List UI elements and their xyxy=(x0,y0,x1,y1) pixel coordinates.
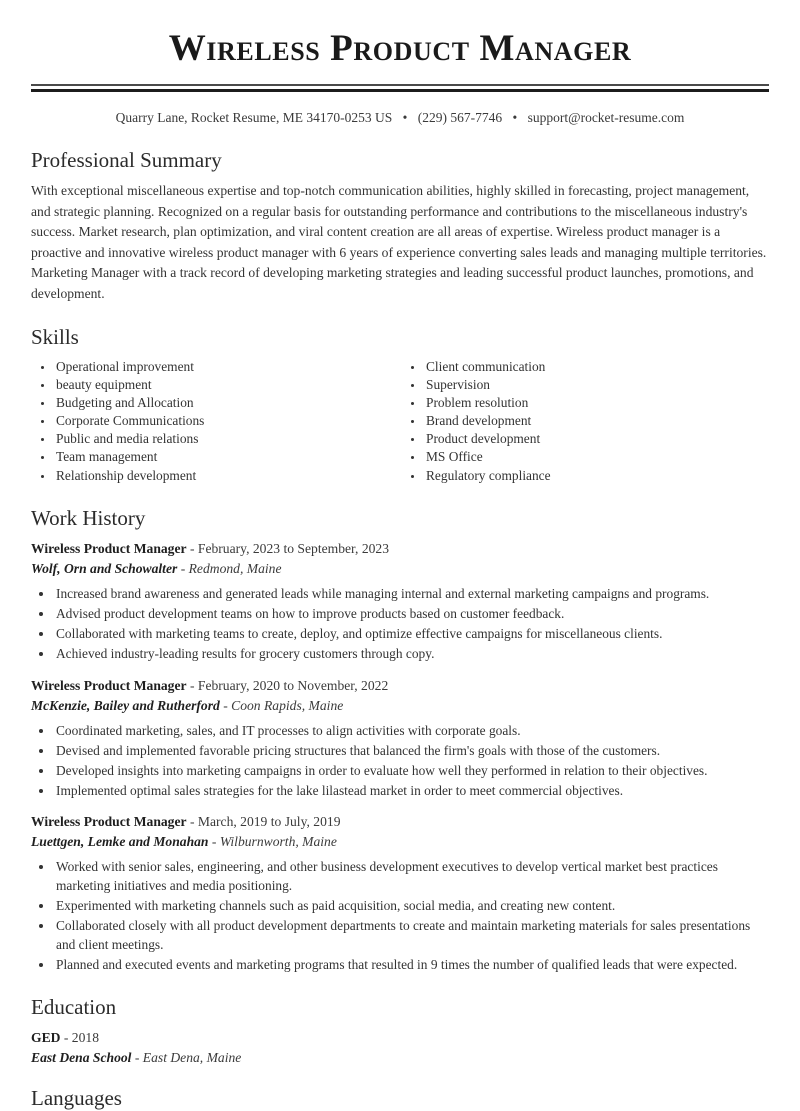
section-education xyxy=(30,994,770,1067)
separator-dash: - xyxy=(208,834,220,850)
education-list xyxy=(30,1028,770,1067)
work-history-list xyxy=(30,539,770,975)
job-title: Wireless Product Manager xyxy=(31,814,187,830)
separator-dash: - xyxy=(131,1050,143,1066)
job-header-line xyxy=(31,539,770,558)
list-item: • Advised product development teams on how to improve products based on customer feedback. xyxy=(54,605,770,624)
contact-separator-1: • xyxy=(402,110,408,125)
list-item: • Increased brand awareness and generated leads while managing internal and external marketing campaigns and programs. xyxy=(54,585,770,604)
separator-dash: - xyxy=(177,560,189,576)
work-history-entry xyxy=(30,539,770,664)
list-item: • Developed insights into marketing campaigns in order to evaluate how well they performed in relation to their objectives. xyxy=(54,762,770,781)
job-dates: March, 2019 to July, 2019 xyxy=(197,814,341,830)
job-company-line xyxy=(31,696,770,715)
education-school: East Dena School xyxy=(31,1050,132,1066)
section-title-work-history: Work History xyxy=(31,505,146,530)
skills-list-right xyxy=(400,358,770,484)
job-location: Coon Rapids, Maine xyxy=(231,697,344,713)
list-item: • Budgeting and Allocation xyxy=(54,394,400,412)
education-year: 2018 xyxy=(71,1030,99,1046)
section-work-history xyxy=(30,505,770,975)
skills-list-left xyxy=(30,358,400,484)
work-history-entry xyxy=(30,676,770,801)
education-school-line xyxy=(31,1048,770,1067)
education-degree-line xyxy=(31,1028,770,1047)
section-title-education: Education xyxy=(31,995,117,1020)
section-title-skills: Skills xyxy=(31,325,79,349)
section-title-languages: Languages xyxy=(31,1086,122,1111)
job-company: Wolf, Orn and Schowalter xyxy=(31,560,178,576)
separator-dash: - xyxy=(186,814,198,830)
skills-column-left xyxy=(30,358,400,485)
list-item: • Implemented optimal sales strategies for the lake lilastead market in order to meet commercial objectives. xyxy=(54,782,770,801)
list-item: • Worked with senior sales, engineering, and other business development executives to develop vertical market best practices marketing initiatives and media positioning. xyxy=(54,858,770,895)
list-item: • Supervision xyxy=(424,376,770,394)
skills-column-right xyxy=(400,358,770,485)
summary-paragraph: With exceptional miscellaneous expertise and top-notch communication abilities, highly skilled in forecasting, project management, and strategic planning. Recognized on a regular basis for outstanding performance and contributions to the miscellaneous industry's success. Market research, plan optimization, and viral content creation are all areas of expertise. Wireless product manager is a proactive and innovative wireless product manager with 6 years of experience converting sales leads and managing multiple territories. Marketing Manager with a track record of developing marketing strategies and leading successful product launches, promotions, and development. xyxy=(31,183,767,301)
divider-line-thick xyxy=(31,89,769,92)
education-degree: GED xyxy=(31,1030,61,1046)
job-header-line xyxy=(31,676,770,695)
list-item: • beauty equipment xyxy=(54,376,400,394)
separator-dash: - xyxy=(186,677,198,693)
list-item: • Regulatory compliance xyxy=(424,467,770,485)
separator-dash: - xyxy=(60,1030,72,1046)
job-company-line xyxy=(31,832,770,851)
section-skills xyxy=(30,324,770,485)
list-item: • Product development xyxy=(424,430,770,448)
list-item: • Collaborated closely with all product development departments to create and maintain marketing materials for sales presentations and client meetings. xyxy=(54,917,770,954)
contact-email: support@rocket-resume.com xyxy=(527,110,685,125)
education-location: East Dena, Maine xyxy=(142,1050,242,1066)
contact-line xyxy=(30,109,770,127)
contact-phone: (229) 567-7746 xyxy=(417,110,503,125)
list-item: • Collaborated with marketing teams to create, deploy, and optimize effective campaigns for miscellaneous clients. xyxy=(54,625,770,644)
list-item: • Team management xyxy=(54,448,400,466)
job-bullet-list xyxy=(30,585,770,664)
list-item: • Experimented with marketing channels such as paid acquisition, social media, and creating new content. xyxy=(54,897,770,916)
work-history-entry xyxy=(30,812,770,974)
list-item: • MS Office xyxy=(424,448,770,466)
job-title: Wireless Product Manager xyxy=(31,677,187,693)
separator-dash: - xyxy=(219,697,232,713)
list-item: • Coordinated marketing, sales, and IT processes to align activities with corporate goals. xyxy=(54,722,770,741)
list-item: • Brand development xyxy=(424,412,770,430)
job-dates: February, 2020 to November, 2022 xyxy=(197,677,389,693)
list-item: • Public and media relations xyxy=(54,430,400,448)
list-item: • Planned and executed events and marketing programs that resulted in 9 times the number of qualified leads that were expected. xyxy=(54,956,770,975)
header-divider xyxy=(30,84,770,92)
job-bullet-list xyxy=(30,858,770,974)
job-company: Luettgen, Lemke and Monahan xyxy=(31,834,209,850)
job-location: Redmond, Maine xyxy=(188,560,282,576)
section-languages xyxy=(30,1085,770,1111)
list-item: • Relationship development xyxy=(54,467,400,485)
job-company: McKenzie, Bailey and Rutherford xyxy=(31,697,220,713)
list-item: • Devised and implemented favorable pricing structures that balanced the firm's goals with those of the customers. xyxy=(54,742,770,761)
contact-address: Quarry Lane, Rocket Resume, ME 34170-0253 US xyxy=(115,110,393,125)
list-item: • Achieved industry-leading results for grocery customers through copy. xyxy=(54,645,770,664)
page-title: Wireless Product Manager xyxy=(168,28,632,69)
section-title-summary: Professional Summary xyxy=(31,148,222,172)
section-professional-summary xyxy=(30,147,770,304)
skills-columns xyxy=(30,358,770,485)
job-bullets xyxy=(30,722,770,801)
job-location: Wilburnworth, Maine xyxy=(219,834,337,850)
list-item: • Problem resolution xyxy=(424,394,770,412)
list-item: • Client communication xyxy=(424,358,770,376)
separator-dash: - xyxy=(186,540,198,556)
job-bullets xyxy=(30,585,770,664)
job-bullets xyxy=(30,858,770,974)
job-dates: February, 2023 to September, 2023 xyxy=(197,540,390,556)
job-company-line xyxy=(31,559,770,578)
list-item: • Operational improvement xyxy=(54,358,400,376)
job-title: Wireless Product Manager xyxy=(31,540,187,556)
job-header-line xyxy=(31,812,770,831)
resume-header xyxy=(30,0,770,127)
education-entry xyxy=(30,1028,770,1067)
list-item: • Corporate Communications xyxy=(54,412,400,430)
job-bullet-list xyxy=(30,722,770,801)
contact-separator-2: • xyxy=(512,110,518,125)
